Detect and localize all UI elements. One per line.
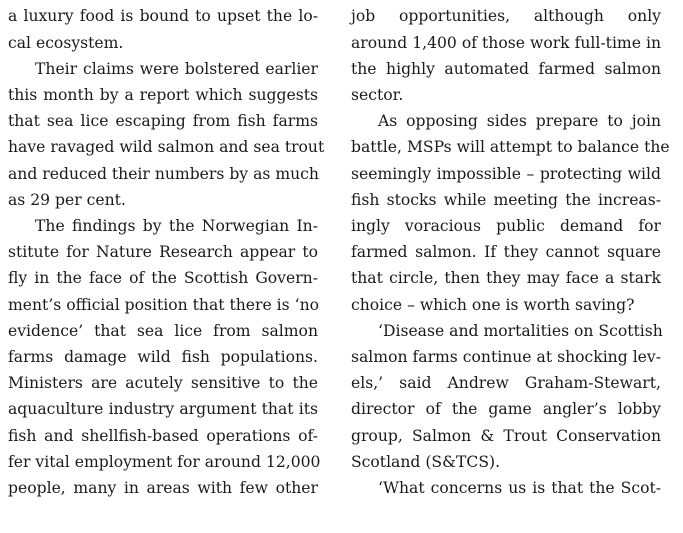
right-column-text-line: As opposing sides prepare to join (378, 112, 661, 131)
right-column-text-line: ‘What concerns us is that the Scot- (378, 479, 661, 497)
right-column-text-line: choice – which one is worth saving? (351, 295, 635, 314)
left-column-text-line: stitute for Nature Research appear to (8, 243, 318, 262)
right-column-text-line: els,’ said Andrew Graham-Stewart, (351, 374, 661, 393)
right-column-text-line: sector. (351, 86, 404, 104)
right-column-text-line: ingly voracious public demand for (351, 217, 661, 235)
right-column-text-line: salmon farms continue at shocking lev- (351, 348, 661, 366)
right-column-text-line: seemingly impossible – protecting wild (351, 164, 661, 183)
left-column-text-line: Ministers are acutely sensitive to the (8, 374, 318, 393)
left-column-text-line: The findings by the Norwegian In- (35, 217, 318, 235)
left-column-text-line: that sea lice escaping from fish farms (8, 112, 318, 131)
left-column-text-line: as 29 per cent. (8, 190, 126, 209)
right-column-text-line: Scotland (S&TCS). (351, 452, 501, 471)
left-column-text-line: farms damage wild fish populations. (8, 348, 318, 366)
right-column-text-line: around 1,400 of those work full-time in (351, 33, 661, 52)
left-column-text-line: have ravaged wild salmon and sea trout (8, 138, 325, 157)
left-column-text-line: and reduced their numbers by as much (8, 164, 319, 183)
right-column-text-line: director of the game angler’s lobby (351, 400, 661, 419)
left-column-text-line: cal ecosystem. (8, 33, 124, 52)
left-column-text-line: aquaculture industry argument that its (8, 400, 318, 419)
left-column-text-line: people, many in areas with few other (8, 479, 318, 497)
right-column-text-line: that circle, then they may face a stark (351, 269, 661, 288)
right-column-text-line: ‘Disease and mortalities on Scottish (378, 321, 663, 340)
right-column-text-line: battle, MSPs will attempt to balance the (351, 138, 670, 157)
left-column-text-line: ment’s official position that there is ‘no (8, 295, 319, 314)
left-column-text-line: this month by a report which suggests (8, 86, 318, 104)
right-column-text-line: farmed salmon. If they cannot square (351, 243, 661, 262)
left-column-text-line: a luxury food is bound to upset the lo- (8, 7, 318, 26)
right-column-text-line: the highly automated farmed salmon (351, 59, 661, 78)
right-column-text-line: job opportunities, although only (351, 7, 661, 26)
left-column-text-line: fly in the face of the Scottish Govern- (8, 269, 318, 288)
left-column-text-line: Their claims were bolstered earlier (35, 59, 318, 78)
right-column-text-line: group, Salmon & Trout Conservation (351, 426, 661, 445)
left-column-text-line: evidence’ that sea lice from salmon (8, 321, 318, 340)
left-column-text-line: fish and shellfish-based operations of- (8, 426, 318, 445)
left-column-text-line: fer vital employment for around 12,000 (8, 452, 321, 471)
right-column-text-line: fish stocks while meeting the increas- (351, 190, 661, 209)
